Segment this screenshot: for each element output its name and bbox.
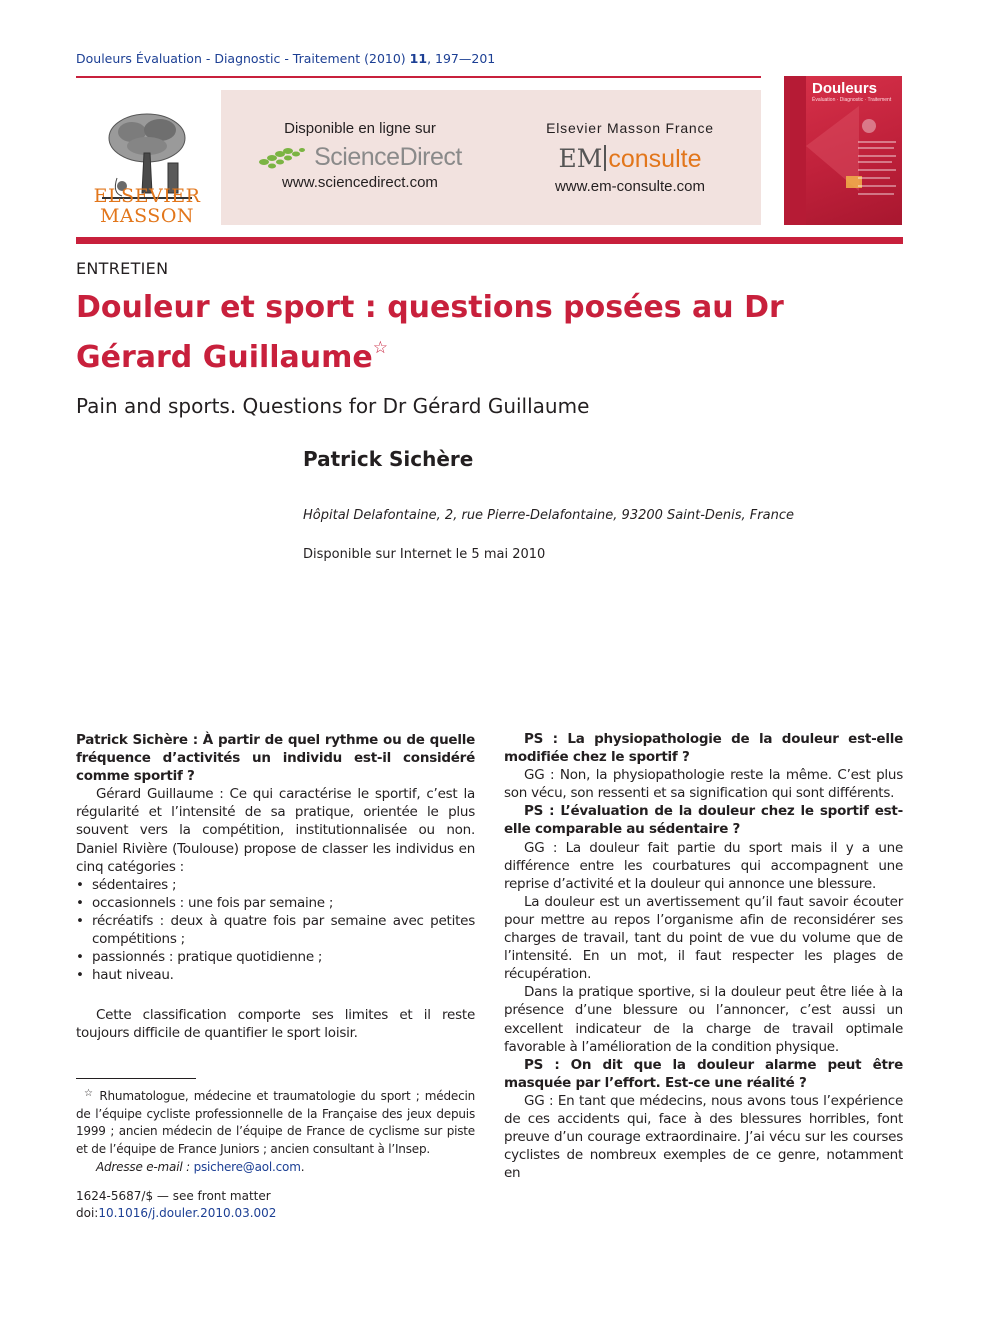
list-item: • haut niveau. xyxy=(76,966,475,984)
footnote-marker: ☆ xyxy=(84,1088,95,1099)
journal-volume: 11 xyxy=(409,51,428,66)
article-title-text: Douleur et sport : questions posées au Dr Gérard Guillaume xyxy=(76,290,784,375)
question-4: PS : On dit que la douleur alarme peut être masquée par l’effort. Est-ce une réalité ? xyxy=(504,1056,903,1091)
paragraph-spacer xyxy=(76,984,475,1006)
list-item: • occasionnels : une fois par semaine ; xyxy=(76,894,475,912)
question-3: PS : L’évaluation de la douleur chez le sportif est-elle comparable au sédentaire ? xyxy=(504,803,903,838)
emconsulte-logo-em: EM xyxy=(558,144,603,173)
wordmark-masson: MASSON xyxy=(99,205,195,227)
category-list xyxy=(76,876,475,985)
list-item: • passionnés : pratique quotidienne ; xyxy=(76,948,475,966)
list-item: • récréatifs : deux à quatre fois par semaine avec petites compétitions ; xyxy=(76,912,475,948)
answer-3-paragraph-2: La douleur est un avertissement qu’il faut savoir écouter pour mettre au repos l’organisme afin de reconsidérer ses charges de travail, tant du point de vue du volume que de l’intensité. En un mot, il faut respecter les plages de récupération. xyxy=(504,893,903,983)
journal-citation xyxy=(76,51,495,66)
doi-link[interactable]: 10.1016/j.douler.2010.03.002 xyxy=(98,1206,277,1220)
body-column-right xyxy=(504,730,903,1182)
footnote-rule xyxy=(76,1078,196,1079)
emconsulte-label: Elsevier Masson France xyxy=(546,120,714,136)
front-matter xyxy=(76,1188,276,1222)
title-footnote-marker[interactable]: ☆ xyxy=(372,338,389,358)
sciencedirect-label: Disponible en ligne sur xyxy=(284,120,436,137)
answer-3-paragraph-3: Dans la pratique sportive, si la douleur peut être liée à la présence d’une blessure ou l’annoncer, c’est aussi un excellent indicateur de la charge de travail optimale favorable à l’amélioration de la condition physique. xyxy=(504,984,903,1055)
issn-line: 1624-5687/$ — see front matter xyxy=(76,1189,271,1203)
footnote-text-paragraph xyxy=(76,1085,475,1159)
section-label: ENTRETIEN xyxy=(76,259,169,278)
online-date: Disponible sur Internet le 5 mai 2010 xyxy=(303,547,546,562)
cover-artwork-icon xyxy=(784,76,902,225)
cover-title: Douleurs xyxy=(812,80,878,97)
journal-pages: , 197—201 xyxy=(427,51,496,66)
answer-3: GG : La douleur fait partie du sport mais il y a une différence entre les courbatures qui accompagnent une reprise d’activité et la douleur qui annonce une blessure. xyxy=(504,839,903,892)
email-period: . xyxy=(300,1159,305,1174)
answer-2: GG : Non, la physiopathologie reste la même. C’est plus son vécu, son ressenti et sa signification qui sont différents. xyxy=(504,767,903,802)
elsevier-masson-wordmark xyxy=(76,186,218,226)
emconsulte-block xyxy=(520,120,740,195)
wordmark-elsevier: ELSEVIER xyxy=(93,185,201,207)
emconsulte-logo xyxy=(520,144,740,174)
email-link[interactable]: psichere@aol.com xyxy=(193,1159,301,1174)
article-title xyxy=(76,288,876,378)
question-2: PS : La physiopathologie de la douleur est-elle modifiée chez le sportif ? xyxy=(504,731,903,766)
author-affiliation: Hôpital Delafontaine, 2, rue Pierre-Delafontaine, 93200 Saint-Denis, France xyxy=(303,508,794,523)
sciencedirect-leaf-icon xyxy=(258,144,308,172)
doi-line xyxy=(76,1205,276,1222)
body-column-left xyxy=(76,731,475,1043)
sciencedirect-logo-text: ScienceDirect xyxy=(314,143,462,171)
emconsulte-logo-consulte: consulte xyxy=(608,145,702,173)
emconsulte-url[interactable]: www.em-consulte.com xyxy=(554,178,706,195)
english-title: Pain and sports. Questions for Dr Gérard Guillaume xyxy=(76,394,590,418)
journal-name: Douleurs Évaluation - Diagnostic - Traitement (2010) xyxy=(76,51,406,66)
email-label: Adresse e-mail : xyxy=(96,1159,190,1174)
footnote xyxy=(76,1085,475,1177)
footnote-email-line xyxy=(76,1159,475,1177)
header-top-rule xyxy=(76,76,761,78)
emconsulte-logo-divider xyxy=(604,145,606,171)
sciencedirect-url[interactable]: www.sciencedirect.com xyxy=(282,174,438,191)
header-bottom-rule xyxy=(76,237,903,244)
sciencedirect-logo xyxy=(250,143,470,172)
answer-4: GG : En tant que médecins, nous avons tous l’expérience de ces accidents qui, face à des blessures horribles, font preuve d’un courage extraordinaire. J’ai vécu sur les courses cyclistes de nombreux exemples de ce genre, notamment en xyxy=(504,1092,903,1182)
answer-1: Gérard Guillaume : Ce qui caractérise le sportif, c’est la régularité et l’intensité de sa pratique, orientée le plus souvent vers la compétition, institutionnalisée ou non. Daniel Rivière (Toulouse) propose de classer les individus en cinq catégories : xyxy=(76,786,475,875)
sciencedirect-block xyxy=(250,120,470,191)
footnote-text: Rhumatologue, médecine et traumatologie du sport ; médecin de l’équipe cycliste professionnelle de la Française des jeux depuis 1999 ; ancien médecin de l’équipe de France de cyclisme sur piste et de l’équipe de France Juniors ; ancien consultant à l’Insep. xyxy=(76,1089,476,1157)
paragraph-classification: Cette classification comporte ses limites et il reste toujours difficile de quantifier le sport loisir. xyxy=(76,1007,475,1042)
list-item: • sédentaires ; xyxy=(76,876,475,894)
journal-cover-thumbnail xyxy=(784,76,902,225)
cover-subtitle: Évaluation · Diagnostic · Traitement xyxy=(812,97,892,103)
doi-prefix: doi: xyxy=(76,1206,99,1220)
question-1: Patrick Sichère : À partir de quel rythme ou de quelle fréquence d’activités un individu est-il considéré comme sportif ? xyxy=(76,732,475,785)
author-name: Patrick Sichère xyxy=(303,447,474,471)
